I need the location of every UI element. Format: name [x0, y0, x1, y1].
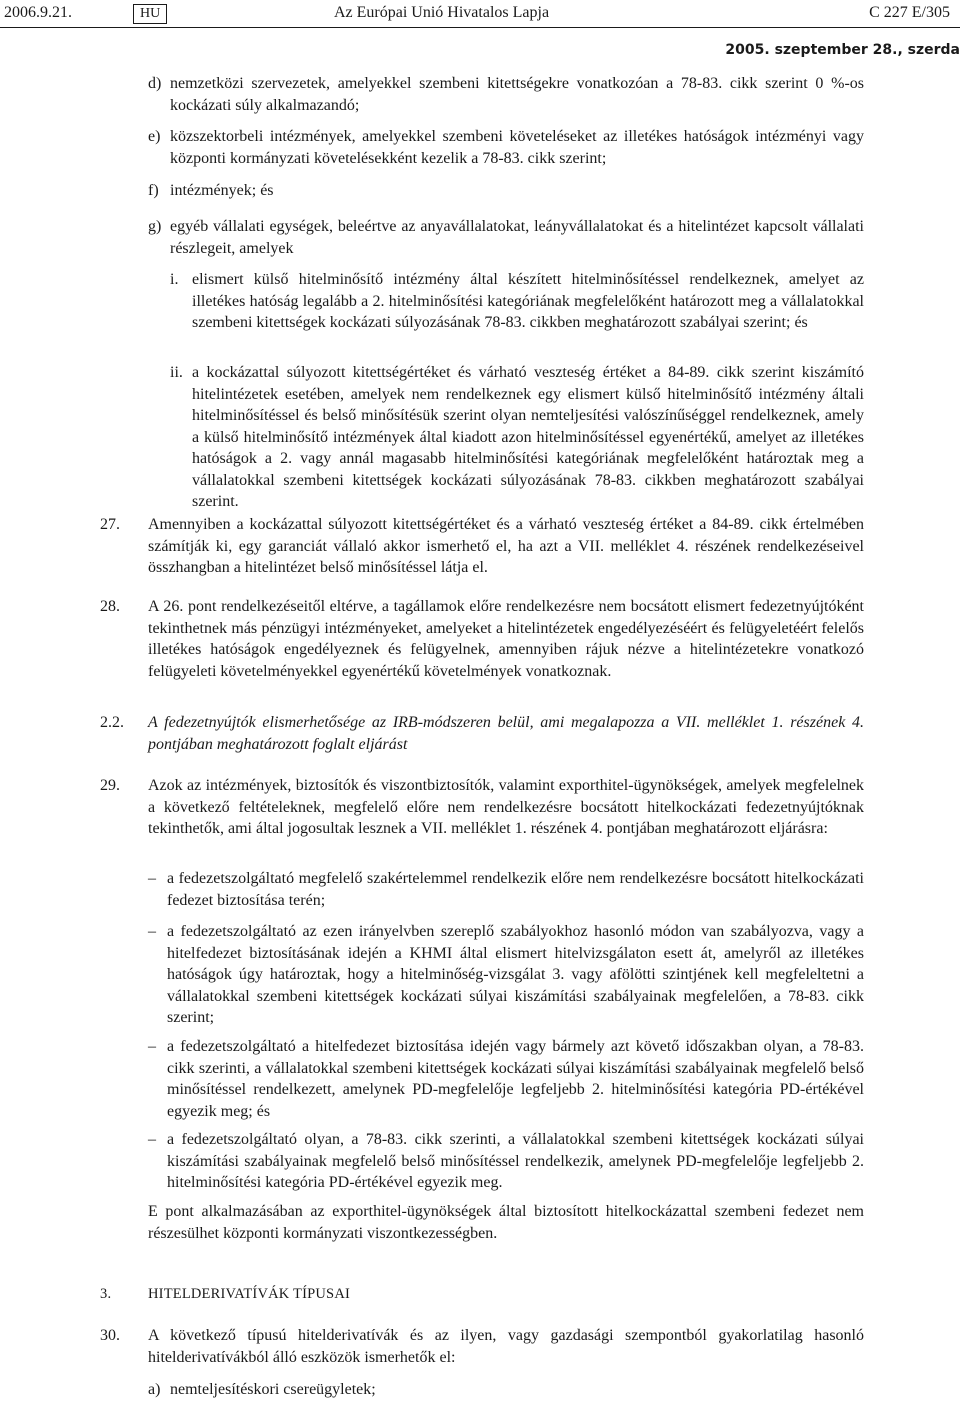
point-30-number: 30.	[100, 1327, 120, 1344]
condition-4-text: a fedezetszolgáltató olyan, a 78-83. cikk szerinti, a vállalatokkal szembeni kitettségek kockázati súlyai kiszámítási szabályainak megfelelő belső minősítéssel rendelkezik, amelynek PD-megfelelője legfeljebb 2. hitelminősítési kategória PD-értékével egyezik meg.	[167, 1131, 864, 1191]
dash-marker: –	[148, 1038, 156, 1055]
point-29-text: Azok az intézmények, biztosítók és viszontbiztosítók, valamint exporthitel-ügynökségek, amelyek megfelelnek a következő feltételeknek, megfelelő előre nem rendelkezésre bocsátott hitelkockázati fedezetnyújtóknak tekinthetők, ami által jogosultak lesznek a VII. melléklet 1. részének 4. pontjában meghatározott eljárásra:	[148, 777, 864, 837]
page-reference: C 227 E/305	[869, 4, 950, 21]
item-ii-label: ii.	[170, 364, 183, 381]
session-date: 2005. szeptember 28., szerda	[725, 42, 960, 58]
point-28-number: 28.	[100, 598, 120, 615]
item-g-text: egyéb vállalati egységek, beleértve az anyavállalatokat, leányvállalatokat és a hitelintézet kapcsolt vállalati részlegeit, amelyek	[170, 218, 864, 257]
item-e-text: közszektorbeli intézmények, amelyekkel szembeni követeléseket az illetékes hatóságok intézményi vagy központi kormányzati követelésekként kezelik a 78-83. cikk szerint;	[170, 128, 864, 167]
point-27-text: Amennyiben a kockázattal súlyozott kitettségértéket és a várható veszteség értéket a 84-89. cikk értelmében számítják ki, egy garanciát vállaló akkor ismerhető el, ha azt a VII. melléklet 4. részének rendelkezéseivel összhangban a hitelintézet belső minősítéssel látja el.	[148, 516, 864, 576]
point-29-number: 29.	[100, 777, 120, 794]
dash-marker: –	[148, 923, 156, 940]
item-i-text: elismert külső hitelminősítő intézmény által készített hitelminősítéssel rendelkeznek, amelyet az illetékes hatóság legalább a 2. hitelminősítési kategóriának megfelelőként határozott meg a vállalatokkal szembeni kitettségek kockázati súlyozásának 78-83. cikkben meghatározott szabályai szerint; és	[192, 271, 864, 331]
point-30-text: A következő típusú hitelderivatívák és az ilyen, vagy gazdasági szempontból gyakorlatilag hasonló hitelderivatívákból álló eszközök ismerhetők el:	[148, 1327, 864, 1366]
item-d-text: nemzetközi szervezetek, amelyekkel szembeni kitettségekre vonatkozóan a 78-83. cikk szerint 0 %-os kockázati súly alkalmazandó;	[170, 75, 864, 114]
dash-marker: –	[148, 870, 156, 887]
section-2-2-heading: A fedezetnyújtók elismerhetősége az IRB-módszeren belül, ami megalapozza a VII. melléklet 1. részének 4. pontjában meghatározott foglalt eljárást	[148, 714, 864, 753]
condition-1-text: a fedezetszolgáltató megfelelő szakértelemmel rendelkezik előre nem rendelkezésre bocsátott hitelkockázati fedezet biztosítása terén;	[167, 870, 864, 909]
item-a-text: nemteljesítéskori csereügyletek;	[170, 1381, 376, 1398]
page-header	[0, 2, 960, 26]
point-27-number: 27.	[100, 516, 120, 533]
header-rule	[0, 27, 960, 28]
point-28-text: A 26. pont rendelkezéseitől eltérve, a tagállamok előre rendelkezésre nem bocsátott elismert fedezetnyújtóként tekinthetnek más pénzügyi intézményeket, amelyeket a hitelintézetek engedélyezéséért és felügyeletéért felelős illetékes hatóságok engedélyeznek és felügyelnek, amennyiben rájuk nézve a hitelintézetekre vonatkozó felügyeleti követelményekkel egyenértékű követelmények vonatkoznak.	[148, 598, 864, 680]
journal-title: Az Európai Unió Hivatalos Lapja	[334, 4, 550, 21]
condition-2-text: a fedezetszolgáltató az ezen irányelvben szereplő szabályokhoz hasonló módon van szabályozva, vagy a hitelfedezet biztosításának idején a KHMI által elismert hitelvizsgálaton esett át, amelyről az illetékes hatóságok úgy határoztak, hogy a hitelminőség-vizsgálat 3. vagy afölötti szintjének kell megfeleltetni a vállalatokkal szembeni kitettségek kockázati súlyai kiszámítási szabályainak megfelelően, a 78-83. cikk szerint;	[167, 923, 864, 1026]
item-g-label: g)	[148, 218, 162, 235]
item-f-text: intézmények; és	[170, 182, 274, 199]
section-2-2-number: 2.2.	[100, 714, 124, 731]
condition-3-text: a fedezetszolgáltató a hitelfedezet biztosítása idején vagy bármely azt követő időszakban olyan, a 78-83. cikk szerinti, a vállalatokkal szembeni kitettségek kockázati súlyai kiszámítási szabályainak megfelelő belső minősítéssel rendelkezett, amelynek PD-megfelelője legfeljebb 2. hitelminősítési kategória PD-értékével egyezik meg; és	[167, 1038, 864, 1120]
item-d-label: d)	[148, 75, 162, 92]
publication-date: 2006.9.21.	[4, 4, 72, 21]
section-3-heading: HITELDERIVATÍVÁK TÍPUSAI	[148, 1286, 351, 1302]
item-e-label: e)	[148, 128, 161, 145]
section-3-number: 3.	[100, 1286, 112, 1302]
dash-marker: –	[148, 1131, 156, 1148]
item-a-label: a)	[148, 1381, 161, 1398]
item-i-label: i.	[170, 271, 179, 288]
language-badge: HU	[133, 4, 167, 24]
item-ii-text: a kockázattal súlyozott kitettségértéket és várható veszteség értéket a 84-89. cikk szerint kiszámító hitelintézetek esetében, amelyek nem rendelkeznek egy elismert külső hitelminősítő intézmény általi hitelminősítéssel és belső minősítésük szerint olyan nemteljesítési valószínűséggel rendelkeznek, amely a külső hitelminősítő intézmények által kiadott azon hitelminősítéssel egyenértékű, amelyet az illetékes hatóságok a 2. vagy annál magasabb hitelminősítési kategóriának megfelelőként határoztak meg a vállalatokkal szembeni kitettségek kockázati súlyozásának 78-83. cikkben meghatározott szabályai szerint.	[192, 364, 864, 510]
point-29-closing: E pont alkalmazásában az exporthitel-ügynökségek által biztosított hitelkockázattal szembeni fedezet nem részesülhet központi kormányzati viszontkezességben.	[148, 1203, 864, 1242]
item-f-label: f)	[148, 182, 159, 199]
